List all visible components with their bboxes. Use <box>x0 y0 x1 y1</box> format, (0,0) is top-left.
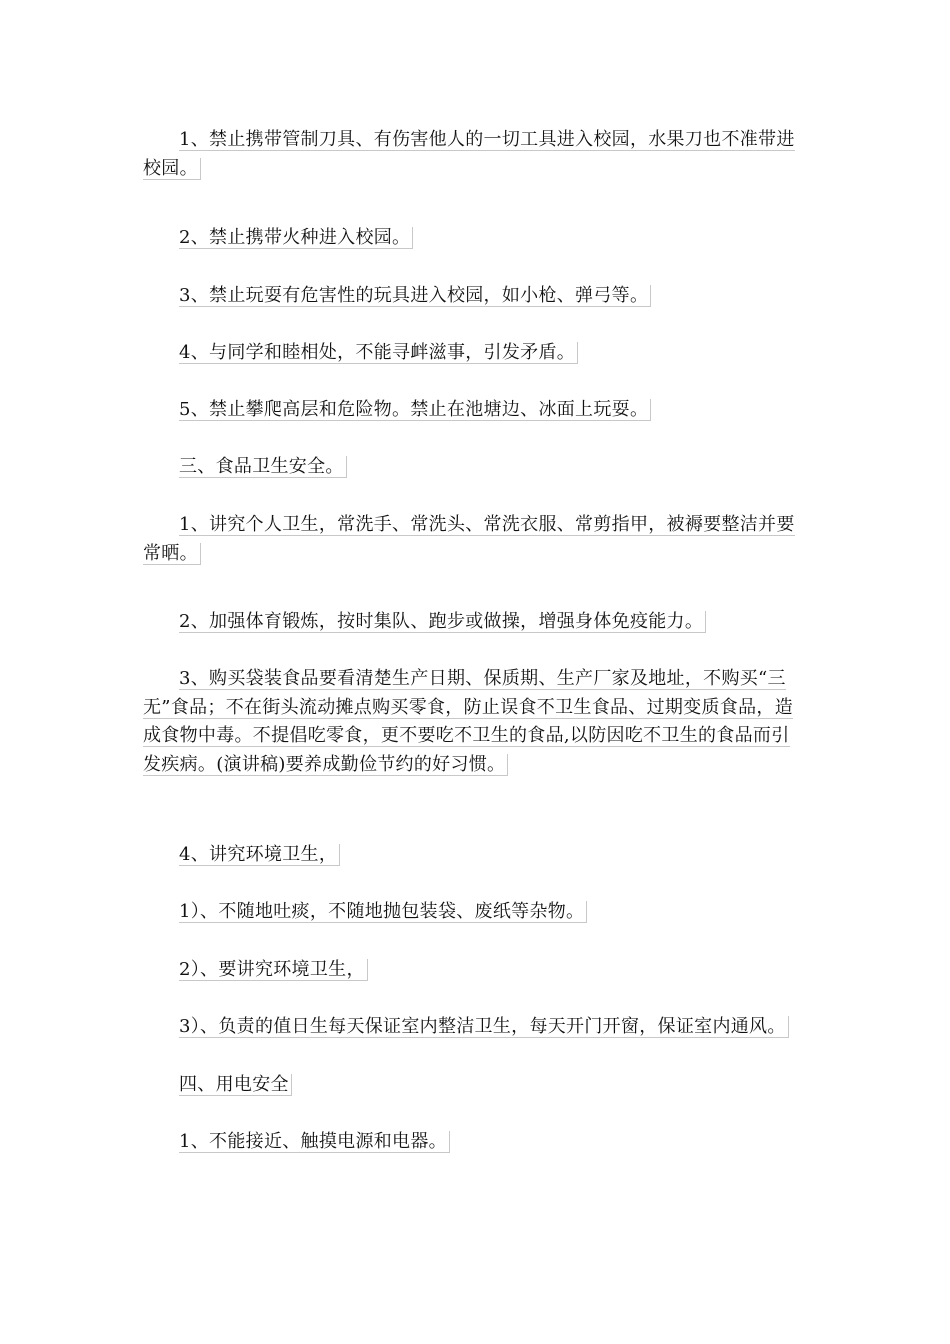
paragraph-text: 1、不能接近、触摸电源和电器。 <box>179 1131 450 1153</box>
section-heading-food-safety <box>143 453 805 482</box>
paragraph-packaged-food <box>143 665 805 779</box>
heading-text: 四、用电安全 <box>179 1074 292 1096</box>
paragraph-rule-toys <box>143 282 805 311</box>
paragraph-text: 4、与同学和睦相处，不能寻衅滋事，引发矛盾。 <box>179 342 578 364</box>
section-heading-electric-safety <box>143 1071 805 1100</box>
paragraph-environment-2 <box>143 956 805 985</box>
paragraph-text: 4、讲究环境卫生， <box>179 844 340 866</box>
paragraph-rule-fire <box>143 224 805 253</box>
paragraph-duty-student <box>143 1013 805 1042</box>
paragraph-text: 3）、负责的值日生每天保证室内整洁卫生，每天开门开窗，保证室内通风。 <box>179 1016 789 1038</box>
paragraph-no-spitting <box>143 898 805 927</box>
paragraph-rule-classmates <box>143 339 805 368</box>
paragraph-no-touch-power <box>143 1128 805 1157</box>
paragraph-text: 3、购买袋装食品要看清楚生产日期、保质期、生产厂家及地址，不购买“三无”食品；不在街头流动摊点购买零食，防止误食不卫生食品、过期变质食品，造成食物中毒。不提倡吃零食，更不要吃不卫生的食品,以防因吃不卫生的食品而引发疾病。(演讲稿)要养成勤俭节约的好习惯。 <box>143 668 793 775</box>
paragraph-text: 2、禁止携带火种进入校园。 <box>179 227 413 249</box>
paragraph-rule-climbing <box>143 396 805 425</box>
paragraph-text: 2）、要讲究环境卫生， <box>179 959 368 981</box>
paragraph-rule-knives <box>143 126 805 183</box>
paragraph-text: 1、讲究个人卫生，常洗手、常洗头、常洗衣服、常剪指甲，被褥要整洁并要常晒。 <box>143 514 795 564</box>
paragraph-personal-hygiene <box>143 511 805 568</box>
paragraph-environment-hygiene <box>143 841 805 870</box>
paragraph-text: 1、禁止携带管制刀具、有伤害他人的一切工具进入校园，水果刀也不准带进校园。 <box>143 129 795 179</box>
paragraph-text: 3、禁止玩耍有危害性的玩具进入校园，如小枪、弹弓等。 <box>179 285 651 307</box>
paragraph-text: 1）、不随地吐痰，不随地抛包装袋、废纸等杂物。 <box>179 901 587 923</box>
paragraph-text: 5、禁止攀爬高层和危险物。禁止在池塘边、冰面上玩耍。 <box>179 399 651 421</box>
paragraph-text: 2、加强体育锻炼，按时集队、跑步或做操，增强身体免疫能力。 <box>179 611 706 633</box>
heading-text: 三、食品卫生安全。 <box>179 456 347 478</box>
paragraph-exercise <box>143 608 805 637</box>
